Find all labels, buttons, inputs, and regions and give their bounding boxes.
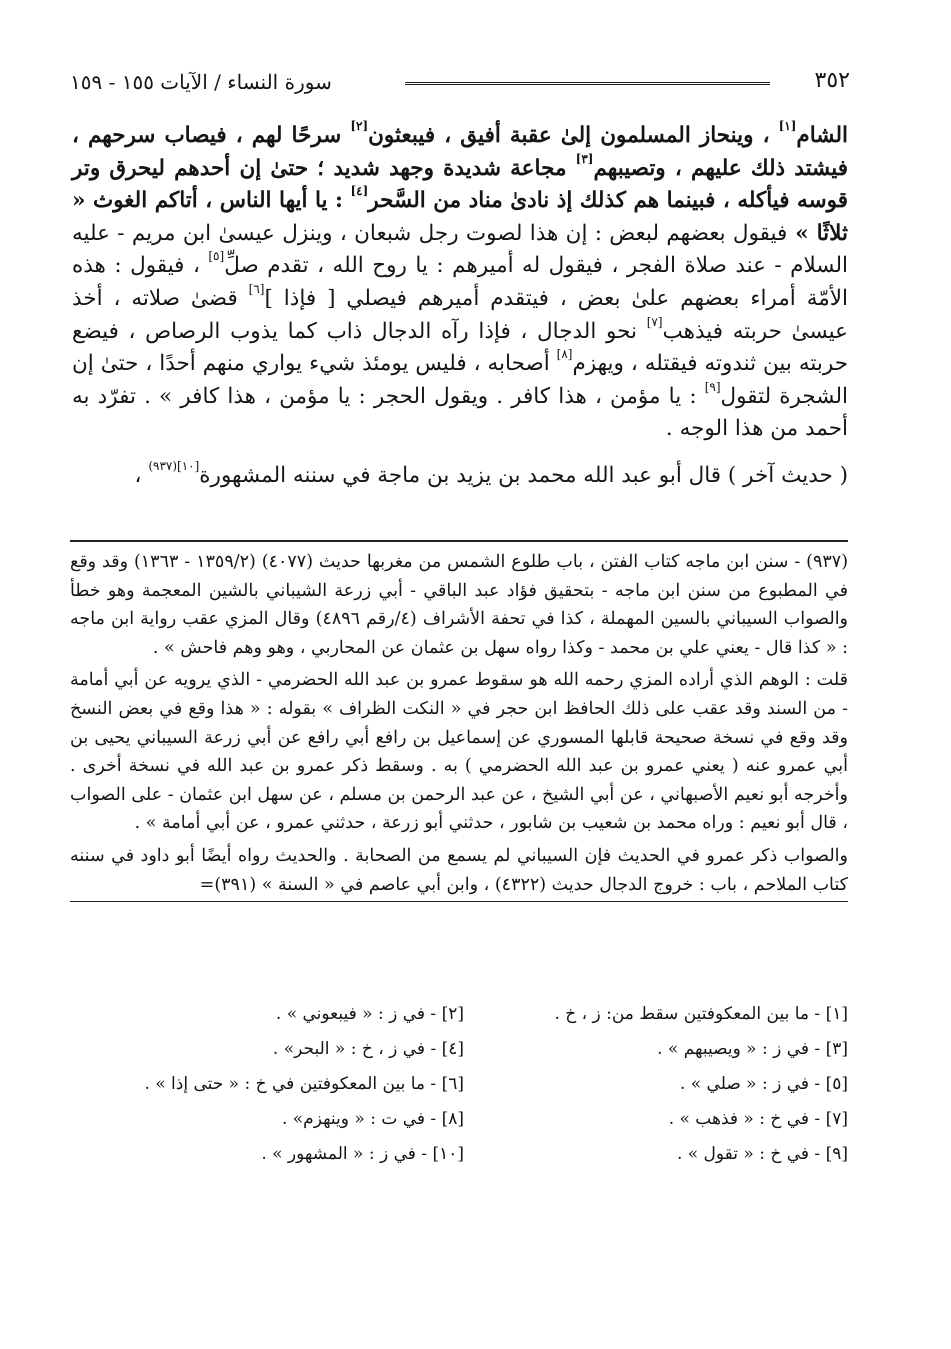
note-ref: [٩]: [704, 379, 721, 394]
header-rule: [405, 82, 770, 85]
hadith-paragraph: الشام[١] ، وينحاز المسلمون إلىٰ عقبة أفيق ، فيبعثون[٢] سرحًا لهم ، فيصاب سرحهم ، فيشتد ذلك عليهم ، وتصيبهم[٣] مجاعة شديدة وجهد شديد ؛ حتىٰ إن أحدهم ليحرق وتر قوسه فيأكله ، فبينما هم كذلك إذ نادىٰ مناد من السَّحر[٤] : يا أيها الناس ، أتاكم الغوث « ثلاثًا » فيقول بعضهم لبعض : إن هذا لصوت رجل شبعان ، وينزل عيسىٰ ابن مريم - عليه السلام - عند صلاة الفجر ، فيقول له أميرهم : يا روح الله ، تقدم صلِّ[٥] ، فيقول : هذه الأمّة أمراء بعضهم علىٰ بعض ، فيتقدم أميرهم فيصلي [ فإذا ][٦] قضىٰ صلاته ، أخذ عيسىٰ حربته فيذهب[٧] نحو الدجال ، فإذا رآه الدجال ذاب كما يذوب الرصاص ، فيضع حربته بين ثندوته فيقتله ، ويهزم[٨] أصحابه ، فليس يومئذ شيء يواري منهم أحدًا ، حتىٰ إن الشجرة لتقول[٩] : يا مؤمن ، هذا كافر . ويقول الحجر : يا مؤمن ، هذا كافر » . تفرّد به أحمد من هذا الوجه .: [72, 119, 849, 442]
note-ref: [٨]: [556, 347, 573, 362]
note-ref: [٤]: [350, 184, 369, 199]
variant-note: [١] - ما بين المعكوفتين سقط من: ز ، خ .: [554, 1003, 848, 1024]
page-number: ٣٥٢: [814, 68, 850, 93]
page-header: [70, 66, 850, 102]
variant-note: [١٠] - في ز : « المشهور » .: [261, 1143, 464, 1164]
commentary-paragraph: والصواب ذكر عمرو في الحديث فإن السيباني لم يسمع من الصحابة . والحديث رواه أيضًا أبو داود في سننه كتاب الملاحم ، باب : خروج الدجال حديث (٤٣٢٢) ، وابن أبي عاصم في « السنة » (٣٩١)=: [70, 842, 848, 902]
variant-note: [٧] - في خ : « فذهب » .: [668, 1108, 848, 1129]
variant-note: [٣] - في ز : « ويصيبهم » .: [657, 1038, 848, 1059]
variant-row: [80, 1031, 848, 1066]
note-ref: [٥]: [208, 249, 225, 264]
variant-note: [٤] - في ز ، خ : « البحر» .: [272, 1038, 464, 1059]
running-title: سورة النساء / الآيات ١٥٥ - ١٥٩: [70, 70, 332, 94]
note-ref: [١]: [778, 119, 797, 133]
variant-note: [٩] - في خ : « تقول » .: [676, 1143, 848, 1164]
note-ref: [١٠]: [177, 458, 200, 473]
variant-note: [٥] - في ز : « صلي » .: [679, 1073, 848, 1094]
hadith-number: (٩٣٧): [148, 458, 178, 473]
variant-row: [80, 996, 848, 1031]
variant-row: [80, 1066, 848, 1101]
variant-note: [٢] - في ز : « فيبعوني » .: [275, 1003, 464, 1024]
variant-row: [80, 1136, 848, 1171]
note-ref: [٧]: [646, 314, 663, 329]
variant-notes: [80, 996, 848, 1171]
main-text: [72, 120, 848, 493]
note-ref: [٦]: [248, 281, 265, 296]
commentary-paragraph: قلت : الوهم الذي أراده المزي رحمه الله هو سقوط عمرو بن عبد الله الحضرمي - الذي يرويه عن أبي أمامة - من السند وقد عقب على ذلك الحافظ ابن حجر في « النكت الظراف » بقوله : « هذا وقع في بعض النسخ وقد وقع في نسخة صحيحة قابلها المسوري عن إسماعيل بن رافع أبي رافع عن أبي زرعة السيباني يحيى بن أبي عمرو عنه ( يعني عمرو بن عبد الله الحضرمي ) به . وسقط ذكر عمرو بن عبد الله في نسخة أخرى . وأخرجه أبو نعيم الأصبهاني ، عن أبي الشيخ ، عن عبد الرحمن بن مسلم ، عن سهل ابن عثمان - على الصواب ، قال أبو نعيم : وراه محمد بن شعيب بن شابور ، حدثني أبو زرعة ، حدثني عمرو ، عن أبي أمامة » .: [70, 670, 848, 834]
note-ref: [٣]: [575, 151, 594, 166]
commentary-footnote: [70, 548, 848, 906]
footnote-separator: [70, 540, 848, 542]
variant-row: [80, 1101, 848, 1136]
variant-note: [٦] - ما بين المعكوفتين في خ : « حتى إذا » .: [144, 1073, 464, 1094]
variant-note: [٨] - في ت : « وينهزم» .: [281, 1108, 464, 1129]
note-ref: [٢]: [350, 119, 369, 133]
other-hadith-intro: ( حديث آخر ) قال أبو عبد الله محمد بن يزيد بن ماجة في سننه المشهورة$^{[١٠](٩٣٧)}$ ،: [134, 458, 848, 488]
commentary-paragraph: (٩٣٧) - سنن ابن ماجه كتاب الفتن ، باب طلوع الشمس من مغربها حديث (٤٠٧٧) (١٣٥٩/٢ - ١٣٦٣) وقد وقع في المطبوع من سنن ابن ماجه - بتحقيق فؤاد عبد الباقي - أبي زرعة الشيباني بالشين المعجمة وهو خطأ والصواب السيباني بالسين المهملة ، كذا في تحفة الأشراف (٤/رقم ٤٨٩٦) وقال المزي عقب رواية ابن ماجه : « كذا قال - يعني علي بن محمد - وكذا رواه سهل بن عثمان عن المحاربي ، وهو وهم فاحش » .: [70, 552, 849, 658]
